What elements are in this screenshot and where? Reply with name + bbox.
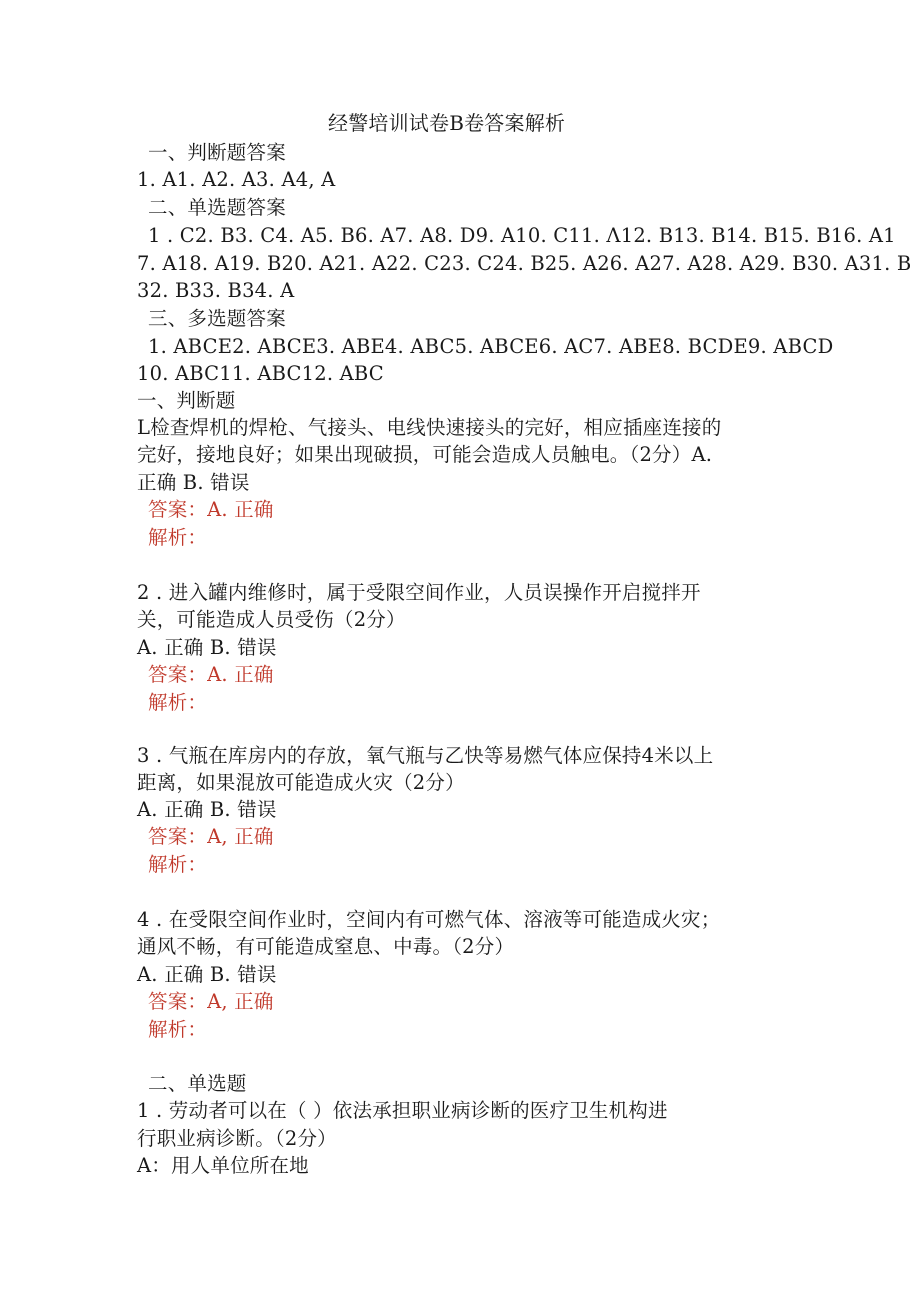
answer-text: 答案：A. 正确 [148, 663, 274, 686]
single-answer-heading: 二、单选题答案 [148, 196, 286, 219]
tf-answer-heading: 一、判断题答案 [148, 141, 286, 164]
answer-text: 答案：A, 正确 [148, 990, 274, 1013]
multi-answer-line: 1. ABCE2. ABCE3. ABE4. ABC5. ABCE6. AC7. ABE8. BCDE9. ABCD [148, 335, 834, 358]
question-options: 正确 B. 错误 [137, 471, 250, 494]
question-options: A. 正确 B. 错误 [137, 798, 277, 821]
question-text: 完好，接地良好；如果出现破损，可能会造成人员触电。（2分）A. [137, 443, 713, 466]
question-options: A. 正确 B. 错误 [137, 963, 277, 986]
section-heading-single-choice: 二、单选题 [148, 1072, 247, 1095]
answer-text: 答案：A. 正确 [148, 498, 274, 521]
analysis-label: 解析： [148, 853, 208, 876]
option-text: A：用人单位所在地 [137, 1154, 309, 1177]
section-heading-true-false: 一、判断题 [137, 389, 236, 412]
question-text: 1 . 劳动者可以在（ ）依法承担职业病诊断的医疗卫生机构进 [137, 1099, 668, 1122]
multi-answer-line: 10. ABC11. ABC12. ABC [137, 362, 384, 385]
analysis-label: 解析： [148, 526, 208, 549]
question-text: 3 . 气瓶在库房内的存放，氧气瓶与乙快等易燃气体应保持4米以上 [137, 744, 714, 767]
single-answer-line: 32. B33. B34. A [137, 279, 295, 302]
single-answer-line: 1 . C2. B3. C4. A5. B6. A7. A8. D9. A10. C11. Λ12. B13. B14. B15. B16. A1 [148, 224, 896, 247]
question-text: 通风不畅，有可能造成窒息、中毒。（2分） [137, 935, 515, 958]
question-text: 行职业病诊断。（2分） [137, 1127, 337, 1150]
question-text: 距离，如果混放可能造成火灾（2分） [137, 771, 465, 794]
analysis-label: 解析： [148, 1018, 208, 1041]
question-text: 关，可能造成人员受伤（2分） [137, 608, 406, 631]
single-answer-line: 7. A18. A19. B20. A21. A22. C23. C24. B25. A26. A27. A28. A29. B30. A31. B [137, 252, 912, 275]
analysis-label: 解析： [148, 691, 208, 714]
question-text: L检查焊机的焊枪、气接头、电线快速接头的完好，相应插座连接的 [137, 416, 722, 439]
answer-text: 答案：A, 正确 [148, 825, 274, 848]
question-options: A. 正确 B. 错误 [137, 636, 277, 659]
question-text: 4 . 在受限空间作业时，空间内有可燃气体、溶液等可能造成火灾； [137, 908, 721, 931]
tf-answer-list: 1. A1. A2. A3. A4, A [137, 168, 336, 191]
page-title: 经警培训试卷B卷答案解析 [328, 111, 566, 135]
question-text: 2 . 进入罐内维修时，属于受限空间作业，人员误操作开启搅拌开 [137, 581, 701, 604]
multi-answer-heading: 三、多选题答案 [148, 307, 286, 330]
